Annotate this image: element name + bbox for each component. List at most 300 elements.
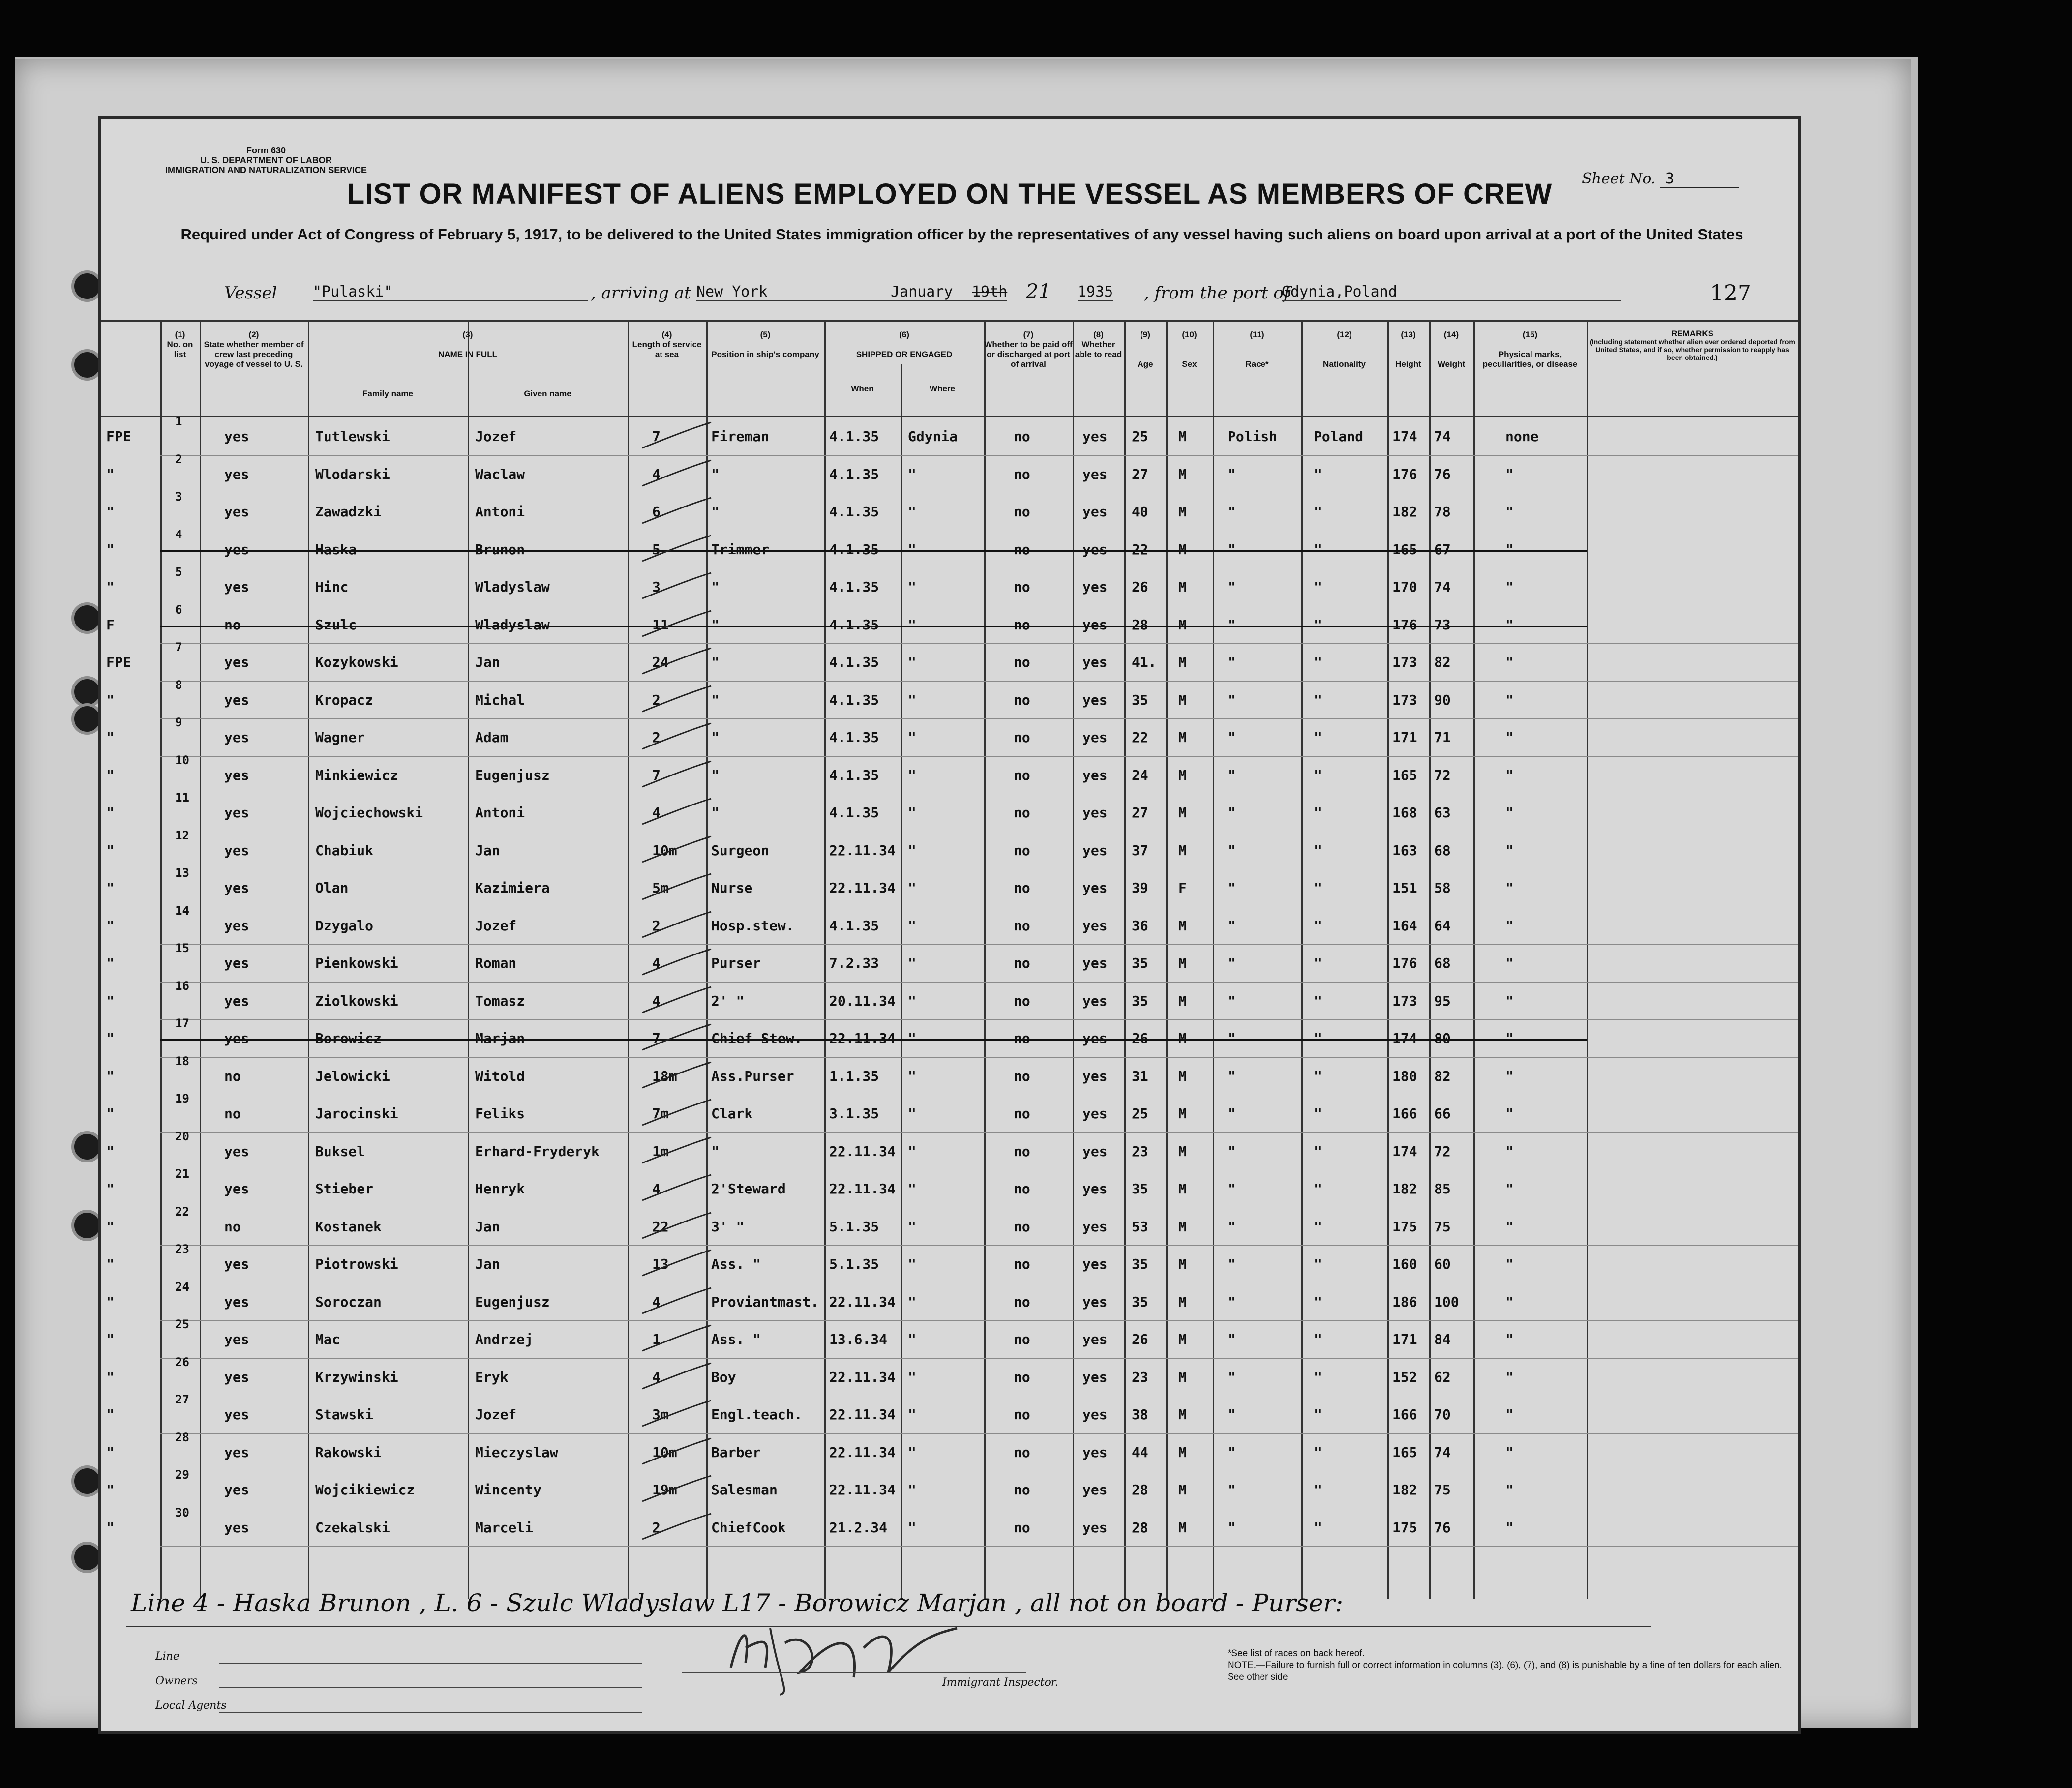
service-length: 7	[652, 767, 661, 783]
nationality: "	[1314, 729, 1322, 745]
col4-header: (4) Length of service at sea	[632, 330, 702, 359]
weight: 73	[1434, 616, 1451, 633]
nationality: "	[1314, 880, 1322, 896]
age: 53	[1132, 1218, 1148, 1235]
service-length: 10m	[652, 1444, 677, 1460]
able-to-read: yes	[1082, 955, 1108, 971]
able-to-read: yes	[1082, 992, 1108, 1009]
height: 165	[1392, 767, 1417, 783]
age: 31	[1132, 1068, 1148, 1084]
age: 35	[1132, 955, 1148, 971]
given-name: Witold	[475, 1068, 525, 1084]
race: "	[1228, 691, 1236, 708]
check-mark-icon	[637, 908, 716, 942]
position: "	[711, 1143, 720, 1160]
row-mark: "	[106, 729, 115, 745]
race: Polish	[1228, 428, 1278, 445]
family-name: Mac	[315, 1331, 340, 1347]
position: Salesman	[711, 1482, 778, 1498]
table-row	[101, 941, 1798, 983]
nationality: "	[1314, 1143, 1322, 1160]
physical-marks: "	[1505, 1068, 1514, 1084]
engaged-place: "	[908, 880, 916, 896]
previous-voyage: no	[224, 1068, 241, 1084]
check-mark-icon	[637, 1359, 716, 1394]
row-mark: "	[106, 805, 115, 821]
weight: 76	[1434, 1519, 1451, 1536]
vessel-label: Vessel	[224, 283, 277, 303]
service-length: 19m	[652, 1482, 677, 1498]
family-name: Wojcikiewicz	[315, 1482, 415, 1498]
arrival-port: New York	[696, 283, 972, 301]
row-number: 26	[175, 1355, 189, 1369]
given-name-header: Given name	[524, 389, 571, 398]
nationality: "	[1314, 691, 1322, 708]
height: 174	[1392, 1030, 1417, 1046]
weight: 78	[1434, 504, 1451, 520]
position: Surgeon	[711, 842, 770, 859]
engaged-place: "	[908, 1293, 916, 1310]
service-length: 2	[652, 729, 661, 745]
service-length: 4	[652, 955, 661, 971]
family-name: Kropacz	[315, 691, 374, 708]
paid-off: no	[1014, 1444, 1030, 1460]
able-to-read: yes	[1082, 1406, 1108, 1423]
arrival-day: 21	[1026, 280, 1051, 303]
row-mark: "	[106, 1181, 115, 1197]
arriving-label: , arriving at	[591, 283, 691, 303]
service-length: 4	[652, 1293, 661, 1310]
race: "	[1228, 1444, 1236, 1460]
race: "	[1228, 992, 1236, 1009]
sex: M	[1178, 805, 1187, 821]
sex: M	[1178, 428, 1187, 445]
previous-voyage: yes	[224, 767, 249, 783]
able-to-read: yes	[1082, 1181, 1108, 1197]
table-row	[101, 753, 1798, 795]
given-name: Jan	[475, 1218, 500, 1235]
height: 176	[1392, 466, 1417, 482]
weight: 58	[1434, 880, 1451, 896]
check-mark-icon	[637, 795, 716, 829]
engaged-date: 5.1.35	[829, 1256, 879, 1272]
engaged-date: 22.11.34	[829, 1482, 896, 1498]
engaged-place: "	[908, 1444, 916, 1460]
height: 165	[1392, 1444, 1417, 1460]
table-row	[101, 715, 1798, 757]
given-name: Antoni	[475, 805, 525, 821]
able-to-read: yes	[1082, 1444, 1108, 1460]
engaged-date: 5.1.35	[829, 1218, 879, 1235]
given-name: Wincenty	[475, 1482, 541, 1498]
service-length: 7	[652, 428, 661, 445]
race: "	[1228, 1218, 1236, 1235]
previous-voyage: yes	[224, 579, 249, 595]
sheet-number-value: 3	[1660, 170, 1739, 188]
row-number: 22	[175, 1204, 189, 1219]
table-row	[101, 1468, 1798, 1509]
nationality: "	[1314, 504, 1322, 520]
position: "	[711, 466, 720, 482]
physical-marks: "	[1505, 504, 1514, 520]
family-name: Rakowski	[315, 1444, 382, 1460]
physical-marks: "	[1505, 1105, 1514, 1122]
paid-off: no	[1014, 504, 1030, 520]
engaged-place: "	[908, 842, 916, 859]
row-number: 4	[175, 527, 182, 541]
weight: 75	[1434, 1218, 1451, 1235]
height: 182	[1392, 1482, 1417, 1498]
given-name: Antoni	[475, 504, 525, 520]
given-name: Feliks	[475, 1105, 525, 1122]
row-number: 10	[175, 753, 189, 767]
row-mark: "	[106, 1482, 115, 1498]
engaged-place: "	[908, 1181, 916, 1197]
sex: M	[1178, 1406, 1187, 1423]
height: 152	[1392, 1369, 1417, 1385]
height: 163	[1392, 842, 1417, 859]
nationality: "	[1314, 767, 1322, 783]
nationality: "	[1314, 1218, 1322, 1235]
row-number: 11	[175, 791, 189, 805]
sex: M	[1178, 1369, 1187, 1385]
race: "	[1228, 1369, 1236, 1385]
row-number: 27	[175, 1393, 189, 1406]
service-length: 22	[652, 1218, 669, 1235]
service-length: 11	[652, 616, 669, 633]
row-number: 19	[175, 1092, 189, 1105]
table-row	[101, 678, 1798, 719]
height: 151	[1392, 880, 1417, 896]
engaged-date: 22.11.34	[829, 1406, 896, 1423]
col14-header: (14) Weight	[1437, 330, 1466, 369]
engaged-place: "	[908, 654, 916, 670]
col10-header: (10) Sex	[1182, 330, 1197, 369]
age: 27	[1132, 805, 1148, 821]
strike-through-line	[160, 550, 1587, 552]
row-mark: F	[106, 616, 115, 633]
paid-off: no	[1014, 955, 1030, 971]
engaged-place: "	[908, 805, 916, 821]
age: 28	[1132, 1519, 1148, 1536]
service-length: 10m	[652, 842, 677, 859]
race: "	[1228, 880, 1236, 896]
row-mark: "	[106, 1406, 115, 1423]
race: "	[1228, 579, 1236, 595]
row-number: 25	[175, 1317, 189, 1331]
row-number: 1	[175, 415, 182, 428]
given-name: Jan	[475, 842, 500, 859]
sex: M	[1178, 917, 1187, 934]
given-name: Roman	[475, 955, 517, 971]
physical-marks: "	[1505, 1218, 1514, 1235]
paid-off: no	[1014, 616, 1030, 633]
given-name: Eugenjusz	[475, 767, 550, 783]
sex: M	[1178, 1293, 1187, 1310]
row-number: 14	[175, 903, 189, 918]
check-mark-icon	[637, 644, 716, 679]
page-number: 127	[1710, 281, 1751, 306]
family-name: Kozykowski	[315, 654, 398, 670]
page-subtitle: Required under Act of Congress of February 5, 1917, to be delivered to the United States immigration officer by the representatives of any vessel having such aliens on board upon arrival at a port of the United States	[180, 226, 1743, 243]
engaged-date: 4.1.35	[829, 541, 879, 558]
weight: 71	[1434, 729, 1451, 745]
able-to-read: yes	[1082, 1105, 1108, 1122]
race: "	[1228, 1293, 1236, 1310]
departure-port: Gdynia,Poland	[1282, 283, 1621, 301]
nationality: "	[1314, 1519, 1322, 1536]
position: 2'Steward	[711, 1181, 786, 1197]
family-name: Buksel	[315, 1143, 365, 1160]
nationality: "	[1314, 1105, 1322, 1122]
given-name: Henryk	[475, 1181, 525, 1197]
height: 166	[1392, 1105, 1417, 1122]
height: 173	[1392, 654, 1417, 670]
paid-off: no	[1014, 654, 1030, 670]
row-number: 5	[175, 565, 182, 579]
position: "	[711, 691, 720, 708]
paid-off: no	[1014, 1218, 1030, 1235]
engaged-place: "	[908, 992, 916, 1009]
previous-voyage: yes	[224, 880, 249, 896]
inspector-label: Immigrant Inspector.	[942, 1676, 1058, 1689]
row-mark: "	[106, 1143, 115, 1160]
col1-header: (1) No. on list	[167, 330, 193, 359]
service-length: 4	[652, 805, 661, 821]
sex: M	[1178, 579, 1187, 595]
age: 26	[1132, 1030, 1148, 1046]
previous-voyage: no	[224, 616, 241, 633]
age: 39	[1132, 880, 1148, 896]
physical-marks: "	[1505, 1369, 1514, 1385]
previous-voyage: yes	[224, 466, 249, 482]
position: "	[711, 579, 720, 595]
engaged-date: 22.11.34	[829, 1369, 896, 1385]
engaged-date: 22.11.34	[829, 880, 896, 896]
table-row	[101, 1092, 1798, 1133]
age: 24	[1132, 767, 1148, 783]
race: "	[1228, 729, 1236, 745]
sex: M	[1178, 729, 1187, 745]
weight: 75	[1434, 1482, 1451, 1498]
physical-marks: "	[1505, 654, 1514, 670]
able-to-read: yes	[1082, 654, 1108, 670]
height: 173	[1392, 691, 1417, 708]
physical-marks: "	[1505, 466, 1514, 482]
engaged-date: 20.11.34	[829, 992, 896, 1009]
table-row	[101, 527, 1798, 569]
given-name: Marceli	[475, 1519, 534, 1536]
given-name: Erhard-Fryderyk	[475, 1143, 600, 1160]
row-number: 28	[175, 1430, 189, 1444]
sex: M	[1178, 767, 1187, 783]
previous-voyage: yes	[224, 428, 249, 445]
row-number: 7	[175, 640, 182, 654]
height: 180	[1392, 1068, 1417, 1084]
given-name: Eugenjusz	[475, 1293, 550, 1310]
nationality: "	[1314, 579, 1322, 595]
nationality: "	[1314, 466, 1322, 482]
service-length: 7	[652, 1030, 661, 1046]
manifest-form	[98, 116, 1801, 1734]
service-length: 1m	[652, 1143, 669, 1160]
col13-header: (13) Height	[1395, 330, 1421, 369]
service-length: 5	[652, 541, 661, 558]
weight: 68	[1434, 955, 1451, 971]
from-port-label: , from the port of	[1144, 283, 1290, 303]
paid-off: no	[1014, 1256, 1030, 1272]
height: 165	[1392, 541, 1417, 558]
physical-marks: "	[1505, 842, 1514, 859]
check-mark-icon	[637, 682, 716, 716]
nationality: "	[1314, 1181, 1322, 1197]
paid-off: no	[1014, 880, 1030, 896]
service-length: 1	[652, 1331, 661, 1347]
physical-marks: "	[1505, 1256, 1514, 1272]
sex: M	[1178, 1256, 1187, 1272]
owners-label: Owners	[155, 1675, 198, 1687]
paid-off: no	[1014, 1331, 1030, 1347]
table-row	[101, 1430, 1798, 1472]
able-to-read: yes	[1082, 1256, 1108, 1272]
service-length: 3	[652, 579, 661, 595]
check-mark-icon	[637, 833, 716, 867]
nationality: "	[1314, 842, 1322, 859]
table-row	[101, 1280, 1798, 1321]
able-to-read: yes	[1082, 579, 1108, 595]
engaged-place: "	[908, 1256, 916, 1272]
paid-off: no	[1014, 1406, 1030, 1423]
nationality: Poland	[1314, 428, 1364, 445]
row-number: 20	[175, 1129, 189, 1143]
strike-through-line	[160, 1039, 1587, 1041]
previous-voyage: yes	[224, 1030, 249, 1046]
sex: M	[1178, 1105, 1187, 1122]
check-mark-icon	[637, 1510, 716, 1544]
previous-voyage: yes	[224, 917, 249, 934]
table-row	[101, 1054, 1798, 1096]
engaged-date: 22.11.34	[829, 1143, 896, 1160]
row-number: 12	[175, 828, 189, 842]
table-row	[101, 602, 1798, 644]
check-mark-icon	[637, 945, 716, 980]
height: 171	[1392, 1331, 1417, 1347]
where-header: Where	[930, 384, 955, 393]
check-mark-icon	[637, 1472, 716, 1506]
check-mark-icon	[637, 1171, 716, 1205]
col7-header: (7) Whether to be paid off or discharged at port of arrival	[984, 330, 1073, 369]
engaged-date: 3.1.35	[829, 1105, 879, 1122]
vessel-name: "Pulaski"	[313, 283, 588, 301]
weight: 84	[1434, 1331, 1451, 1347]
row-mark: "	[106, 1293, 115, 1310]
table-row	[101, 1016, 1798, 1058]
engaged-date: 4.1.35	[829, 579, 879, 595]
service-length: 18m	[652, 1068, 677, 1084]
race: "	[1228, 1105, 1236, 1122]
race: "	[1228, 504, 1236, 520]
age: 35	[1132, 691, 1148, 708]
table-row	[101, 1129, 1798, 1171]
race: "	[1228, 1068, 1236, 1084]
previous-voyage: yes	[224, 504, 249, 520]
col12-header: (12) Nationality	[1323, 330, 1366, 369]
row-mark: "	[106, 1105, 115, 1122]
able-to-read: yes	[1082, 504, 1108, 520]
position: Ass. "	[711, 1256, 761, 1272]
weight: 95	[1434, 992, 1451, 1009]
row-number: 2	[175, 452, 182, 466]
sex: M	[1178, 691, 1187, 708]
age: 23	[1132, 1143, 1148, 1160]
engaged-date: 13.6.34	[829, 1331, 888, 1347]
race: "	[1228, 917, 1236, 934]
height: 176	[1392, 616, 1417, 633]
sex: M	[1178, 955, 1187, 971]
table-row	[101, 640, 1798, 682]
col5-header: (5) Position in ship's company	[711, 330, 819, 359]
paid-off: no	[1014, 428, 1030, 445]
position: Boy	[711, 1369, 736, 1385]
previous-voyage: yes	[224, 1293, 249, 1310]
row-mark: "	[106, 1030, 115, 1046]
weight: 82	[1434, 1068, 1451, 1084]
physical-marks: "	[1505, 1406, 1514, 1423]
paid-off: no	[1014, 466, 1030, 482]
able-to-read: yes	[1082, 729, 1108, 745]
able-to-read: yes	[1082, 1068, 1108, 1084]
engaged-place: "	[908, 616, 916, 633]
weight: 74	[1434, 579, 1451, 595]
engaged-date: 22.11.34	[829, 1181, 896, 1197]
age: 35	[1132, 1293, 1148, 1310]
family-name-header: Family name	[362, 389, 413, 398]
physical-marks: none	[1505, 428, 1539, 445]
race: "	[1228, 805, 1236, 821]
footer-notes	[1228, 1648, 1793, 1683]
table-row	[101, 1393, 1798, 1434]
strike-through-line	[160, 626, 1587, 627]
able-to-read: yes	[1082, 1331, 1108, 1347]
service-length: 24	[652, 654, 669, 670]
sex: M	[1178, 842, 1187, 859]
engaged-place: "	[908, 1406, 916, 1423]
row-number: 8	[175, 678, 182, 692]
physical-marks: "	[1505, 729, 1514, 745]
previous-voyage: yes	[224, 1482, 249, 1498]
sex: M	[1178, 1218, 1187, 1235]
race: "	[1228, 541, 1236, 558]
arrival-month: January	[891, 283, 953, 300]
check-mark-icon	[637, 1397, 716, 1431]
row-mark: "	[106, 992, 115, 1009]
check-mark-icon	[637, 1133, 716, 1168]
row-mark: "	[106, 767, 115, 783]
nationality: "	[1314, 917, 1322, 934]
table-row	[101, 1204, 1798, 1246]
given-name: Jozef	[475, 428, 517, 445]
check-mark-icon	[637, 983, 716, 1017]
family-name: Pienkowski	[315, 955, 398, 971]
given-name: Brunon	[475, 541, 525, 558]
race: "	[1228, 1482, 1236, 1498]
age: 22	[1132, 541, 1148, 558]
previous-voyage: yes	[224, 1143, 249, 1160]
sex: M	[1178, 504, 1187, 520]
position: Ass.Purser	[711, 1068, 794, 1084]
race: "	[1228, 1331, 1236, 1347]
position: "	[711, 767, 720, 783]
